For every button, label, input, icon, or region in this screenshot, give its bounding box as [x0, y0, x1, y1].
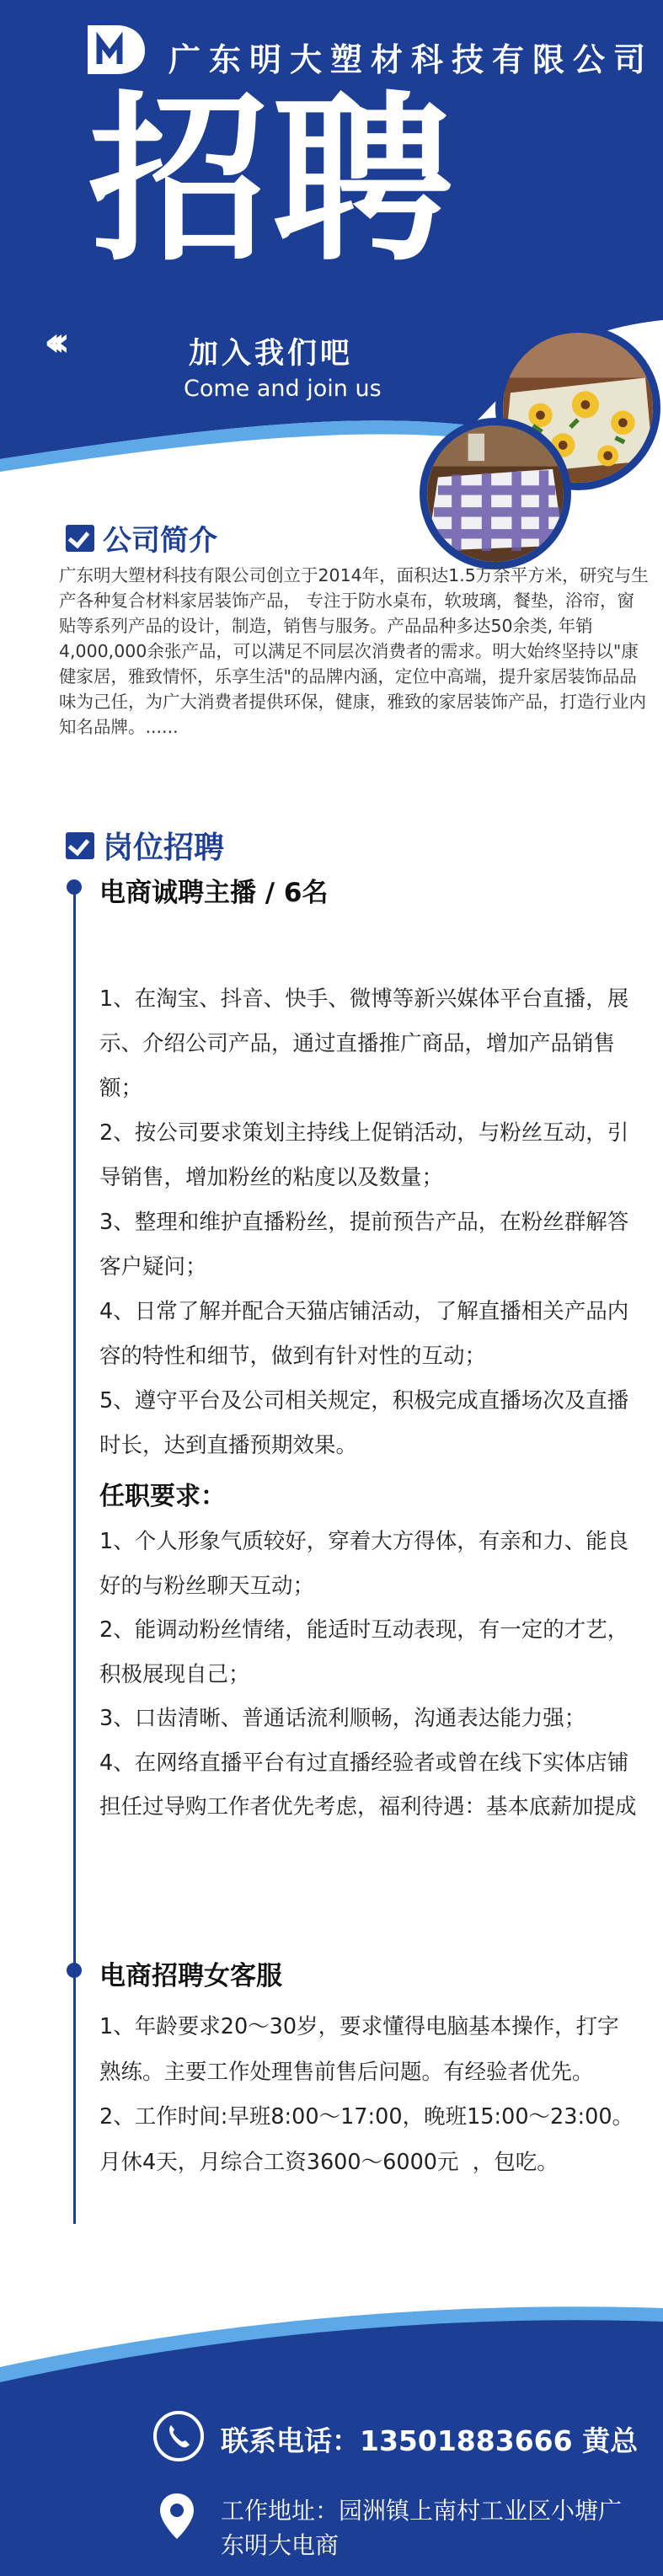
- job2-details: 1、年龄要求20～30岁，要求懂得电脑基本操作，打字熟练。主要工作处理售前售后问题。有经验者优先。 2、工作时间:早班8:00～17:00，晚班15:00～23:00。月休4天，月综合工资3600～6000元 ，包吃。: [99, 2014, 634, 2175]
- phone-icon: [153, 2411, 204, 2461]
- timeline-line: [73, 884, 76, 2224]
- timeline-dot: [67, 879, 82, 895]
- checkbox-icon: [66, 525, 94, 552]
- job2-title: 电商招聘女客服: [99, 1961, 282, 1991]
- company-logo: [83, 19, 150, 77]
- work-address: 工作地址：园洲镇上南村工业区小塘广东明大电商: [221, 2497, 623, 2559]
- jobs-section-title: 岗位招聘: [66, 824, 224, 867]
- company-name: 广东明大塑材科技有限公司: [168, 41, 655, 78]
- job1-requirements: 1、个人形象气质较好，穿着大方得体，有亲和力、能良好的与粉丝聊天互动； 2、能调动粉丝情绪，能适时互动表现，有一定的才艺，积极展现自己； 3、口齿清晰、普通话流利顺畅，沟通表达能力强； 4、在网络直播平台有过直播经验者或曾在线下实体店铺担任过导购工作者优先考虑，福利待遇：基本底薪加提成: [99, 1529, 637, 1820]
- double-chevron-left-icon: ‹‹‹: [44, 318, 59, 366]
- join-us-en: Come and join us: [184, 376, 382, 402]
- intro-title: 公司简介: [66, 517, 217, 558]
- timeline-dot: [67, 1963, 82, 1978]
- join-us-cn: 加入我们吧: [189, 337, 354, 371]
- location-pin-icon: [158, 2492, 195, 2541]
- contact-phone[interactable]: 联系电话：13501883666 黄总: [221, 2424, 639, 2457]
- job1-duties: 1、在淘宝、抖音、快手、微博等新兴媒体平台直播，展示、介绍公司产品，通过直播推广商品，增加产品销售额； 2、按公司要求策划主持线上促销活动，与粉丝互动，引导销售，增加粉丝的粘度以及数量； 3、整理和维护直播粉丝，提前预告产品，在粉丝群解答客户疑问； 4、日常了解并配合天猫店铺活动，了解直播相关产品内容的特性和细节，做到有针对性的互动； 5、遵守平台及公司相关规定，积极完成直播场次及直播时长，达到直播预期效果。: [99, 986, 629, 1458]
- recruit-headline: 招聘: [88, 76, 456, 286]
- intro-text: 广东明大塑材科技有限公司创立于2014年，面积达1.5万余平方米，研究与生产各种复合材料家居装饰产品， 专注于防水桌布，软玻璃，餐垫，浴帘，窗贴等系列产品的设计，制造，销售与服务。产品品种多达50余类, 年销4,000,000余张产品，可以满足不同层次消费者的需求。明大始终坚持以"康健家居，雅致情怀，乐享生活"的品牌内涵，定位中高端，提升家居装饰品品味为己任，为广大消费者提供环保，健康，雅致的家居装饰产品，打造行业内知名品牌。......: [59, 565, 649, 737]
- tablecloth-photo-plaid: [420, 418, 571, 569]
- checkbox-icon: [66, 832, 94, 859]
- job1-requirements-title: 任职要求：: [99, 1482, 226, 1511]
- job1-title: 电商诚聘主播 / 6名: [99, 878, 329, 908]
